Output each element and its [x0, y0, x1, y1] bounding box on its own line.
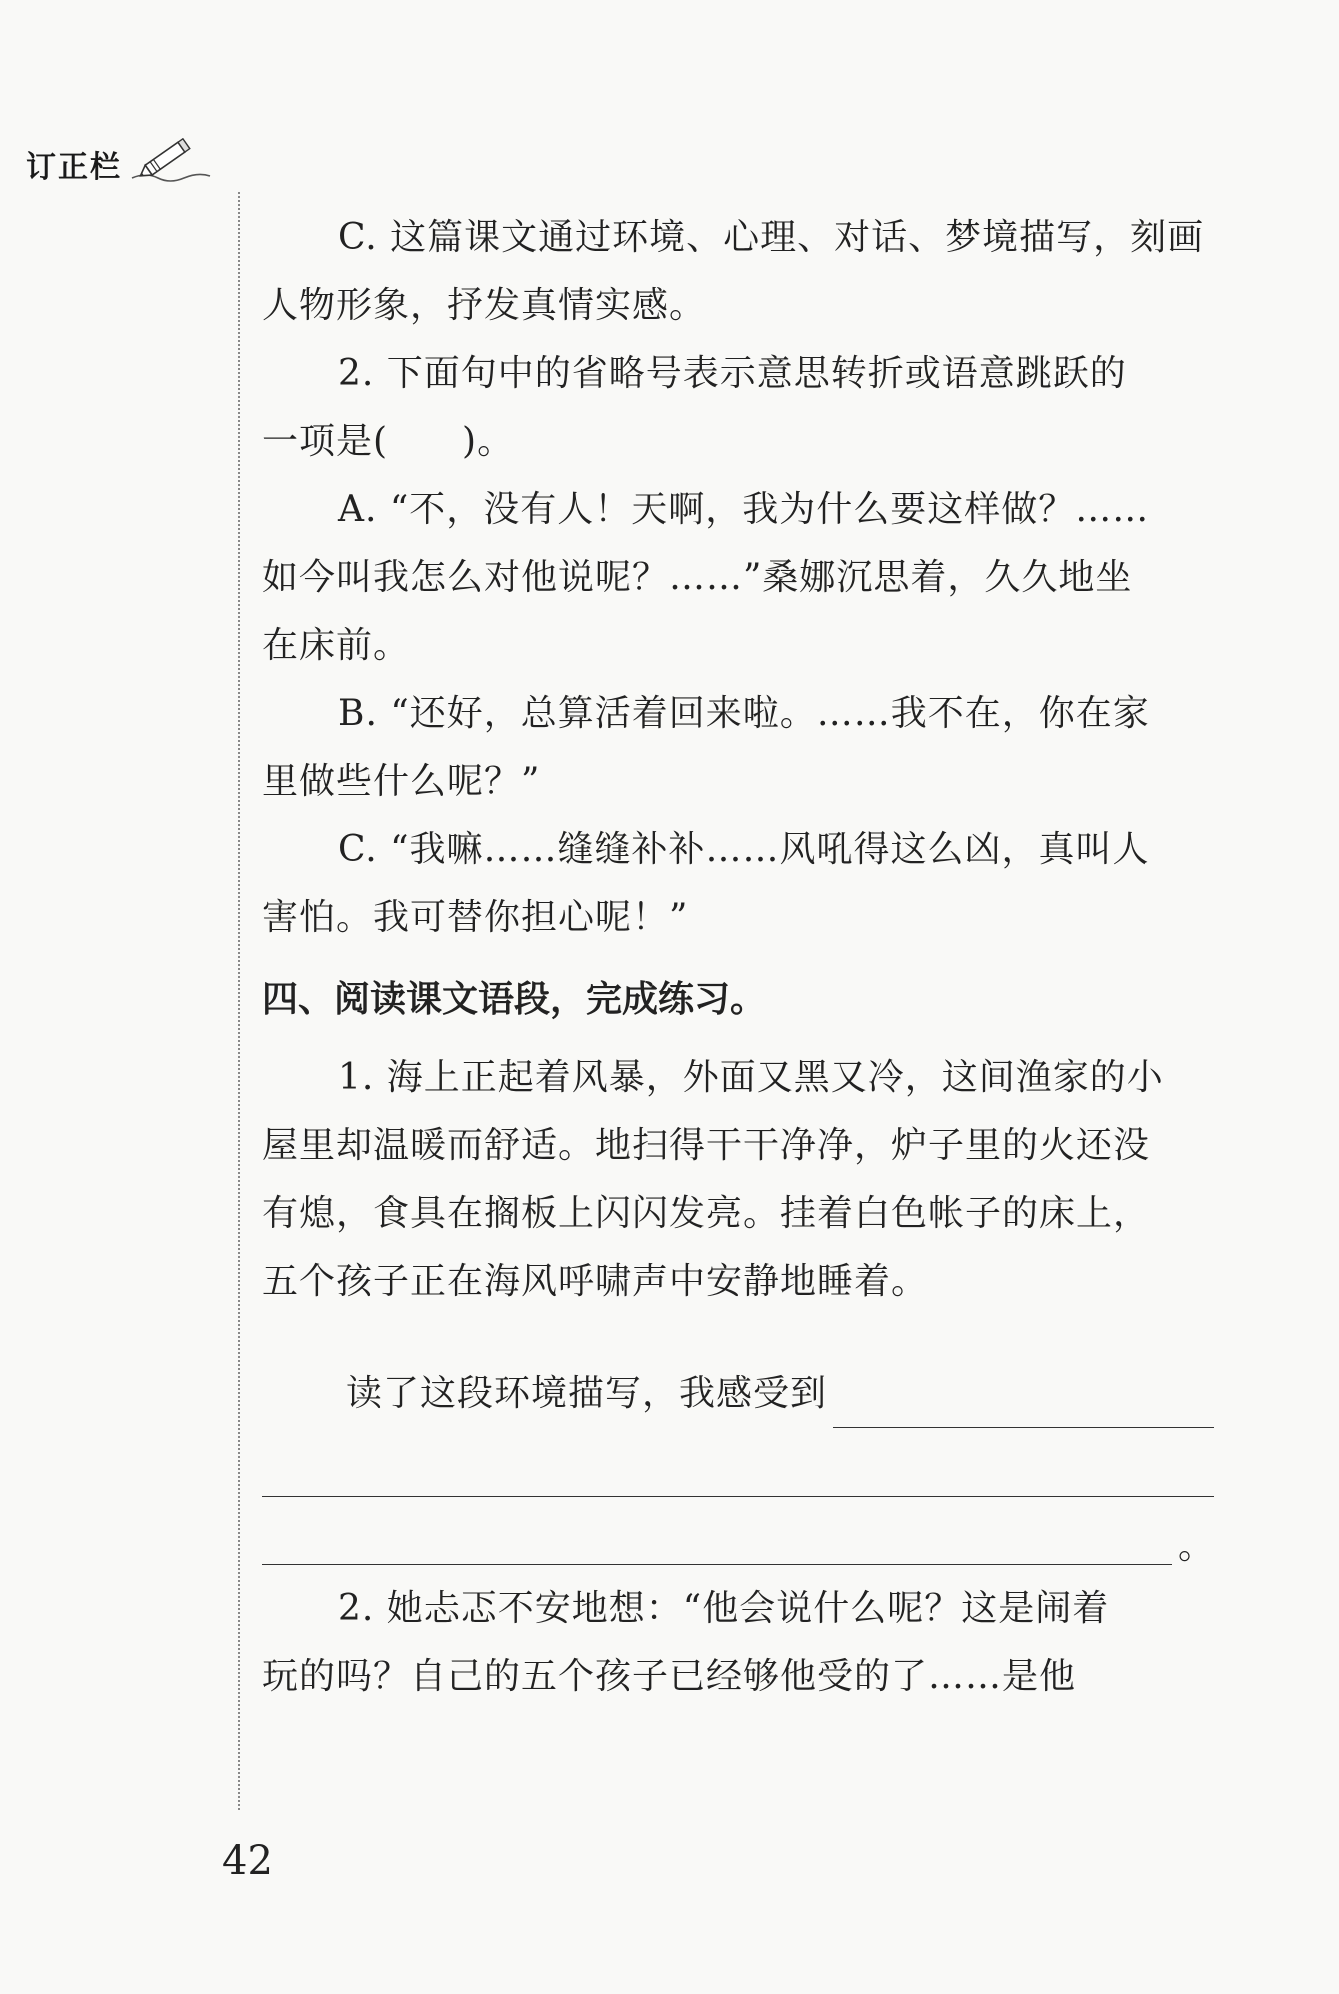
q2-option-a-line-2: 如今叫我怎么对他说呢？……”桑娜沉思着，久久地坐 [262, 557, 1133, 598]
answer-end-mark: 。 [1177, 1526, 1214, 1567]
answer-last-row [262, 1497, 1214, 1565]
passage-1-line-4: 五个孩子正在海风呼啸声中安静地睡着。 [262, 1261, 929, 1302]
answer-blank-1[interactable] [833, 1377, 1214, 1428]
q2-stem-line-2: 一项是( )。 [262, 421, 515, 462]
passage-2-line-1: 2. 她忐忑不安地想：“他会说什么呢？这是闹着 [338, 1588, 1110, 1629]
answer-blank-3[interactable] [262, 1496, 1172, 1565]
q2-option-a-line-3: 在床前。 [262, 625, 411, 666]
pencil-icon [128, 138, 212, 186]
q2-option-b-line-2: 里做些什么呢？” [262, 761, 541, 802]
q2-option-c-line-2: 害怕。我可替你担心呢！” [262, 897, 689, 938]
q1-option-c-line-1: C. 这篇课文通过环境、心理、对话、梦境描写，刻画 [338, 217, 1205, 258]
passage-1-line-1: 1. 海上正起着风暴，外面又黑又冷，这间渔家的小 [338, 1057, 1164, 1098]
q2-option-a-line-1: A. “不，没有人！天啊，我为什么要这样做？…… [338, 489, 1150, 530]
page-number: 42 [222, 1838, 273, 1884]
q2-option-b-line-1: B. “还好，总算活着回来啦。……我不在，你在家 [338, 693, 1150, 734]
passage-1-line-3: 有熄，食具在搁板上闪闪发亮。挂着白色帐子的床上， [262, 1193, 1151, 1234]
passage-2-line-2: 玩的吗？自己的五个孩子已经够他受的了……是他 [262, 1656, 1077, 1697]
answer-prompt-row [262, 1360, 1214, 1428]
q2-stem-line-1: 2. 下面句中的省略号表示意思转折或语意跳跃的 [338, 353, 1127, 394]
q1-option-c-line-2: 人物形象，抒发真情实感。 [262, 285, 707, 326]
main-content [262, 204, 1214, 1711]
margin-divider [238, 192, 240, 1810]
section-four-heading: 四、阅读课文语段，完成练习。 [262, 979, 767, 1020]
answer-blank-2[interactable] [262, 1428, 1214, 1497]
answer-prompt: 读了这段环境描写，我感受到 [346, 1373, 828, 1414]
correction-column-label: 订正栏 [26, 150, 122, 185]
passage-1-line-2: 屋里却温暖而舒适。地扫得干干净净，炉子里的火还没 [262, 1125, 1151, 1166]
correction-column-header [26, 138, 212, 186]
q2-option-c-line-1: C. “我嘛……缝缝补补……风吼得这么凶，真叫人 [338, 829, 1150, 870]
